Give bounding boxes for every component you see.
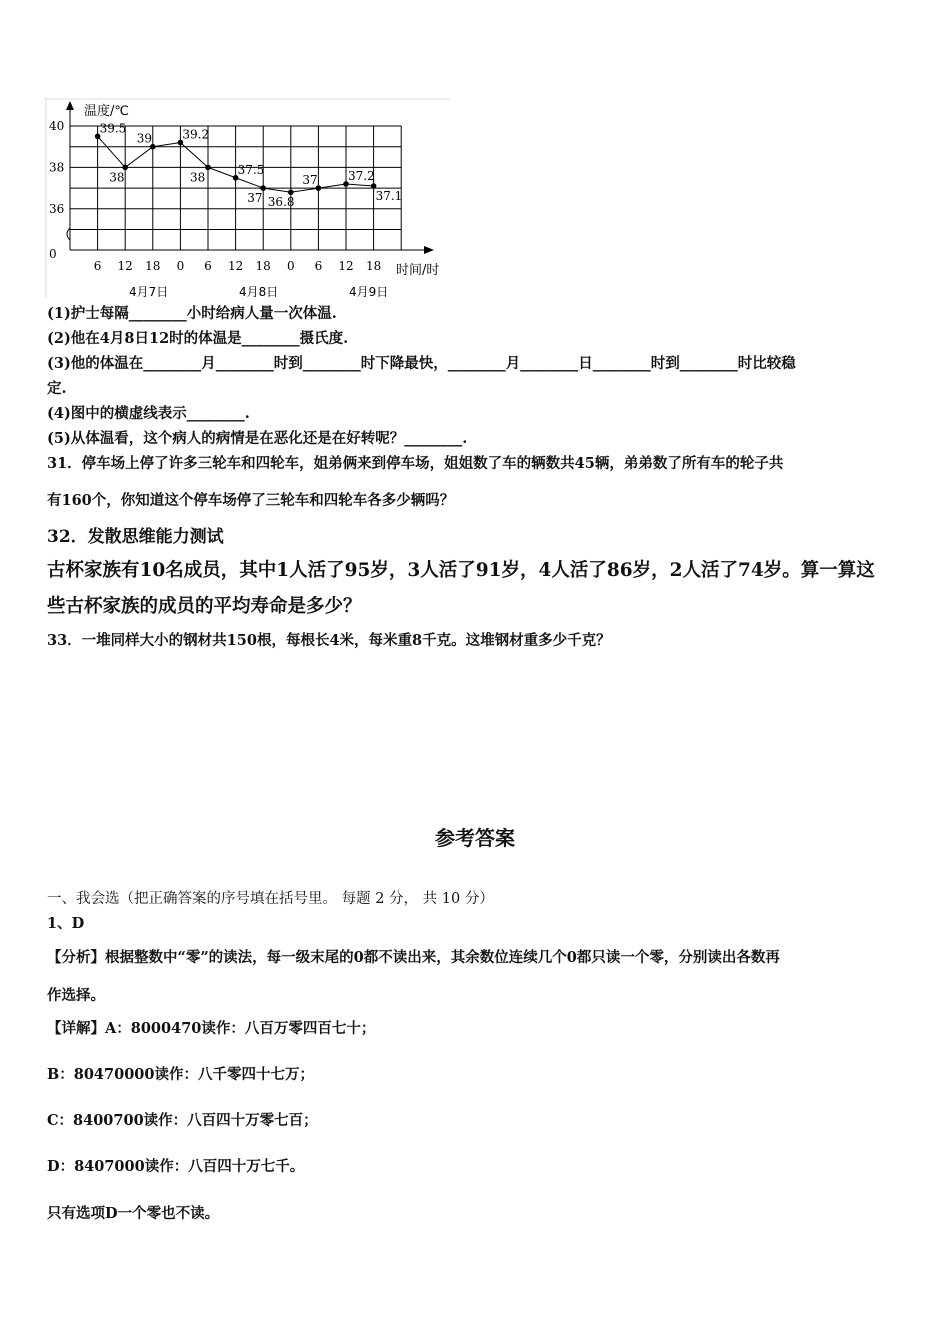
data-label: 37.5 [237,162,265,177]
x-tick-label: 0 [286,259,295,273]
y-axis-label: 温度/℃ [84,104,129,119]
x-tick-label: 6 [204,259,212,273]
data-label: 37.2 [348,168,375,183]
data-label: 37 [302,173,318,188]
question-32-line1: 古杯家族有10名成员，其中1人活了95岁，3人活了91岁，4人活了86岁，2人活了74岁。算一算这 [47,560,875,581]
question-4: (4)图中的横虚线表示________. [47,405,250,422]
question-31: 31．停车场上停了许多三轮车和四轮车，姐弟俩来到停车场，姐姐数了车的辆数共45辆，弟弟数了所有车的轮子共 [47,455,784,472]
date-label: 4月9日 [349,285,389,299]
data-label: 39 [136,131,153,146]
answer-analysis-cont: 作选择。 [47,987,105,1004]
answer-1: 1、D [47,915,85,932]
data-point [371,183,377,189]
x-tick-label: 18 [145,259,161,273]
y-tick-label: 0 [49,247,57,261]
temperature-line-chart [44,98,464,308]
y-tick-label: 40 [49,119,65,133]
data-label: 39.2 [182,127,210,142]
x-tick-label: 12 [338,259,354,273]
question-1: (1)护士每隔________小时给病人量一次体温. [47,305,337,322]
answer-detail-c: C：8400700读作：八百四十万零七百； [47,1112,318,1129]
data-point [122,165,128,171]
question-32-title: 32．发散思维能力测试 [47,527,224,547]
data-label: 37 [247,191,263,206]
question-3: (3)他的体温在________月________时到________时下降最快，________月________日________时到________时比较稳 [47,355,796,372]
data-label: 38 [109,170,125,185]
question-32-line2: 些古杯家族的成员的平均寿命是多少？ [47,596,362,617]
answer-detail-d: D：8407000读作：八百四十万七千。 [47,1158,305,1175]
data-label: 37.1 [375,189,403,204]
x-tick-label: 12 [227,259,244,273]
date-label: 4月8日 [239,285,279,299]
x-tick-label: 18 [255,259,271,273]
date-label: 4月7日 [129,285,169,299]
answer-detail-a: 【详解】A：8000470读作：八百万零四百七十； [47,1020,376,1037]
data-point [260,185,266,191]
x-tick-label: 18 [365,259,382,273]
x-tick-label: 6 [314,259,323,273]
question-31-cont: 有160个，你知道这个停车场停了三轮车和四轮车各多少辆吗？ [47,492,455,509]
question-2: (2)他在4月8日12时的体温是________摄氏度. [47,330,349,347]
x-tick-label: 12 [117,259,133,273]
answer-conclusion: 只有选项D一个零也不读。 [47,1205,220,1222]
x-tick-label: 0 [176,259,185,273]
data-label: 39.5 [99,121,127,136]
question-5: (5)从体温看，这个病人的病情是在恶化还是在好转呢？________. [47,430,468,447]
question-33: 33．一堆同样大小的钢材共150根，每根长4米，每米重8千克。这堆钢材重多少千克？ [47,632,611,649]
x-tick-label: 6 [93,259,102,273]
y-tick-label: 38 [49,160,65,175]
answer-title: 参考答案 [435,826,515,850]
x-axis-arrow [424,246,434,254]
answer-analysis: 【分析】根据整数中“零”的读法，每一级末尾的0都不读出来，其余数位连续几个0都只读一个零，分别读出各数再 [47,949,780,966]
y-axis-arrow [66,101,74,110]
data-label: 36.8 [267,195,295,210]
x-axis-label: 时间/时 [396,263,440,278]
answer-detail-b: B：80470000读作：八千零四十七万； [47,1066,314,1083]
question-3-cont: 定. [47,380,67,397]
data-label: 38 [190,170,206,185]
y-tick-label: 36 [49,201,65,216]
data-point [288,189,294,195]
data-point [205,165,211,171]
answer-section-heading: 一、我会选（把正确答案的序号填在括号里。 每题 2 分， 共 10 分） [47,891,494,907]
